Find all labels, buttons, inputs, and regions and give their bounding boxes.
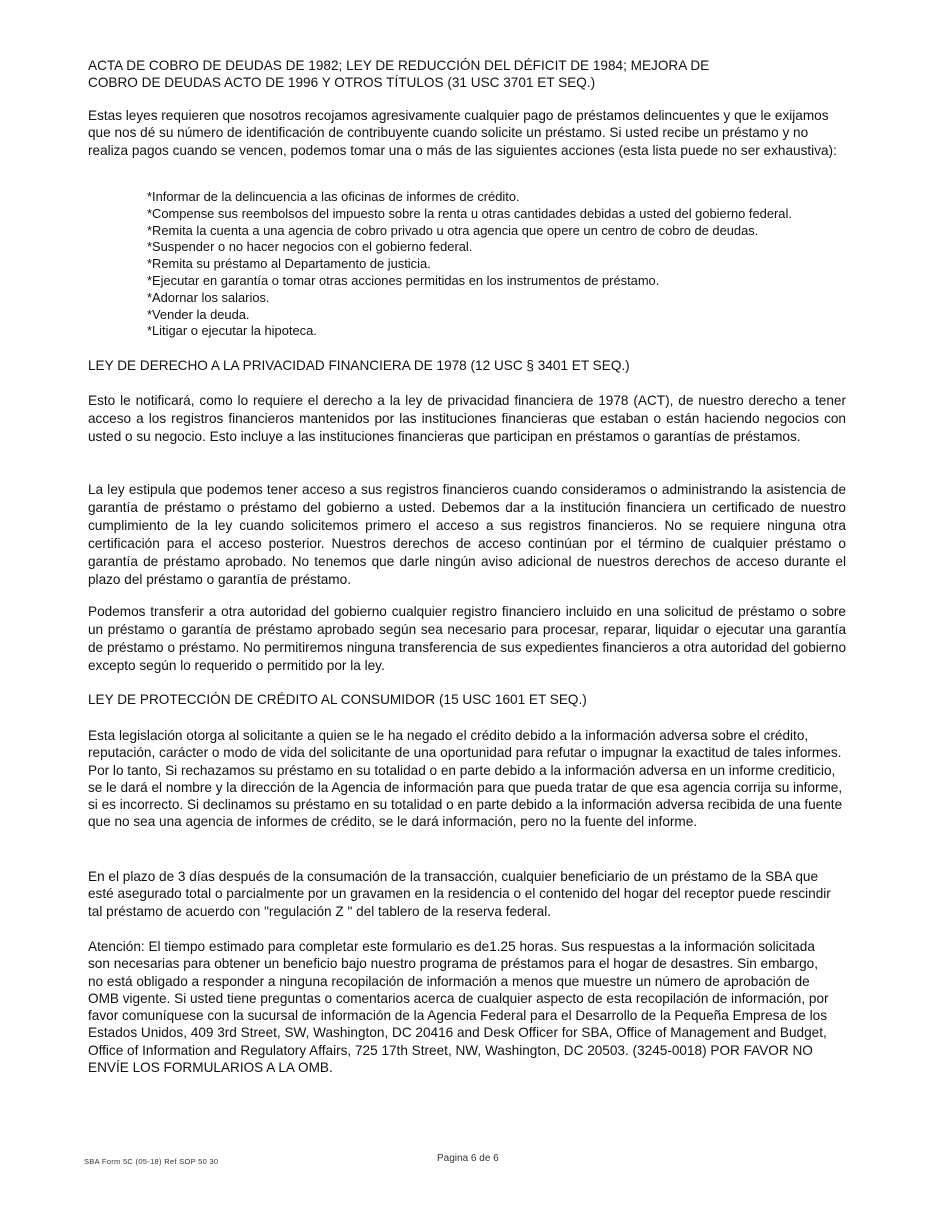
- privacy-heading: LEY DE DERECHO A LA PRIVACIDAD FINANCIERA DE 1978 (12 USC § 3401 ET SEQ.): [88, 358, 630, 373]
- list-item: *Informar de la delincuencia a las oficinas de informes de crédito.: [147, 189, 520, 204]
- list-item: *Adornar los salarios.: [147, 289, 270, 305]
- debt-collection-intro: Estas leyes requieren que nosotros recojamos agresivamente cualquier pago de préstamos delincuentes y que le exijamos que nos dé su número de identificación de contribuyente cuando solicite un préstamo. Si usted recibe un préstamo y no realiza pagos cuando se vencen, podemos tomar una o más de las siguientes acciones (esta lista puede no ser exhaustiva):: [88, 108, 837, 158]
- list-item: *Ejecutar en garantía o tomar otras acciones permitidas en los instrumentos de préstamo.: [147, 272, 660, 288]
- list-item: *Vender la deuda.: [147, 306, 250, 322]
- list-item: *Suspender o no hacer negocios con el gobierno federal.: [147, 239, 473, 255]
- privacy-paragraph-1: Esto le notificará, como lo requiere el derecho a la ley de privacidad financiera de 1978 (ACT), de nuestro derecho a tener acceso a los registros financieros mantenidos por las instituciones financieras que estaban o están haciendo negocios con usted o su negocio. Esto incluye a las instituciones financieras que participan en préstamos o garantías de préstamos.: [88, 393, 846, 444]
- list-item: *Remita la cuenta a una agencia de cobro privado u otra agencia que opere un centro de cobro de deudas.: [147, 222, 759, 238]
- debt-actions-list: [147, 189, 867, 340]
- consumer-credit-paragraph-1: Esta legislación otorga al solicitante a quien se le ha negado el crédito debido a la información adversa sobre el crédito, reputación, carácter o modo de vida del solicitante de una oportunidad para refutar o impugnar la exactitud de tales informes. Por lo tanto, Si rechazamos su préstamo en su totalidad o en parte debido a la información adversa en un informe crediticio, se le dará el nombre y la dirección de la Agencia de información para que pueda tratar de que esa agencia corrija su informe, si es incorrecto. Si declinamos su préstamo en su totalidad o en parte debido a la información adversa recibida de una fuente que no sea una agencia de informes de crédito, se le dará información, pero no la fuente del informe.: [88, 728, 843, 830]
- list-item: *Remita su préstamo al Departamento de justicia.: [147, 256, 431, 272]
- list-item: *Litigar o ejecutar la hipoteca.: [147, 323, 317, 339]
- consumer-credit-paragraph-2: En el plazo de 3 días después de la consumación de la transacción, cualquier beneficiario de un préstamo de la SBA que esté asegurado total o parcialmente por un gravamen en la residencia o el contenido del hogar del receptor puede rescindir tal préstamo de acuerdo con "regulación Z " del tablero de la reserva federal.: [88, 869, 831, 919]
- form-reference: SBA Form 5C (05-18) Ref SOP 50 30: [84, 1157, 219, 1166]
- privacy-paragraph-3: Podemos transferir a otra autoridad del gobierno cualquier registro financiero incluido en una solicitud de préstamo o sobre un préstamo o garantía de préstamo aprobado según sea necesario para procesar, reparar, liquidar o ejecutar una garantía de préstamo o préstamo. No permitiremos ninguna transferencia de sus expedientes financieros a otra autoridad del gobierno excepto según lo requerido o permitido por la ley.: [88, 604, 846, 673]
- attention-paragraph: Atención: El tiempo estimado para completar este formulario es de1.25 horas. Sus respuestas a la información solicitada son necesarias para obtener un beneficio bajo nuestro programa de préstamos para el hogar de desastres. Sin embargo, no está obligado a responder a ninguna recopilación de información a menos que muestre un número de aprobación de OMB vigente. Si usted tiene preguntas o comentarios acerca de cualquier aspecto de esta recopilación de información, por favor comuníquese con la sucursal de información de la Agencia Federal para el Desarrollo de la Pequeña Empresa de los Estados Unidos, 409 3rd Street, SW, Washington, DC 20416 and Desk Officer for SBA, Office of Management and Budget, Office of Information and Regulatory Affairs, 725 17th Street, NW, Washington, DC 20503. (3245-0018) POR FAVOR NO ENVÍE LOS FORMULARIOS A LA OMB.: [88, 939, 829, 1076]
- page-number: Pagina 6 de 6: [437, 1153, 499, 1164]
- consumer-credit-heading: LEY DE PROTECCIÓN DE CRÉDITO AL CONSUMIDOR (15 USC 1601 ET SEQ.): [88, 692, 587, 707]
- debt-collection-heading: ACTA DE COBRO DE DEUDAS DE 1982; LEY DE REDUCCIÓN DEL DÉFICIT DE 1984; MEJORA DE COBRO DE DEUDAS ACTO DE 1996 Y OTROS TÍTULOS (31 USC 3701 ET SEQ.): [88, 58, 710, 90]
- list-item: *Compense sus reembolsos del impuesto sobre la renta u otras cantidades debidas a usted del gobierno federal.: [147, 205, 792, 221]
- privacy-paragraph-2: La ley estipula que podemos tener acceso a sus registros financieros cuando consideramos o administrando la asistencia de garantía de préstamo o préstamo del gobierno a usted. Debemos dar a la institución financiera un certificado de nuestro cumplimiento de la ley cuando solicitemos primero el acceso a sus registros financieros. No se requiere ninguna otra certificación para el acceso posterior. Nuestros derechos de acceso continúan por el término de cualquier préstamo o garantía de préstamo aprobado. No tenemos que darle ningún aviso adicional de nuestros derechos de acceso durante el plazo del préstamo o garantía de préstamo.: [88, 482, 846, 587]
